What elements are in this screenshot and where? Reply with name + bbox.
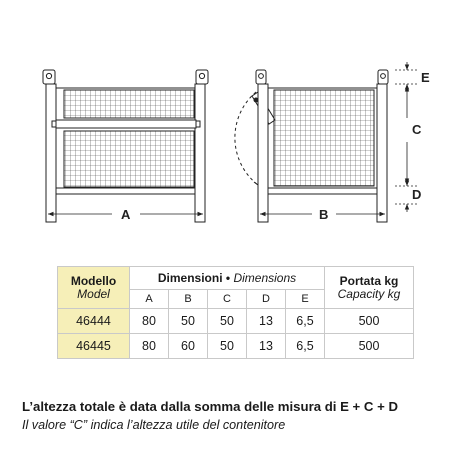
capacity-cell: 500 (325, 309, 414, 334)
gate-swing-arc (235, 92, 258, 185)
value-c: 50 (208, 309, 247, 334)
front-mesh-lower (64, 131, 194, 187)
value-a: 80 (130, 309, 169, 334)
model-header-en: Model (77, 286, 110, 301)
dimensions-bullet: • (225, 271, 231, 285)
capacity-cell: 500 (325, 334, 414, 359)
dim-label-d: D (412, 187, 422, 202)
table-row (58, 334, 414, 359)
value-d: 13 (247, 309, 286, 334)
capacity-header-en: Capacity kg (337, 286, 401, 301)
front-post-right (195, 84, 205, 222)
dim-label-a: A (121, 207, 131, 222)
model-cell: 46445 (58, 334, 130, 359)
capacity-header (325, 267, 414, 309)
value-e: 6,5 (286, 309, 325, 334)
value-b: 50 (169, 309, 208, 334)
side-post-left (258, 84, 268, 222)
usable-height-note: Il valore “C” indica l’altezza utile del contenitore (22, 418, 286, 432)
table-header-row (58, 267, 414, 290)
front-post-left (46, 84, 56, 222)
column-header-e: E (286, 290, 325, 309)
column-header-d: D (247, 290, 286, 309)
total-height-note: L’altezza totale è data dalla somma delle misura di E + C + D (22, 399, 398, 414)
column-header-b: B (169, 290, 208, 309)
model-cell: 46444 (58, 309, 130, 334)
value-a: 80 (130, 334, 169, 359)
dim-label-b: B (319, 207, 329, 222)
dimensions-header-it: Dimensioni (157, 271, 223, 285)
dimensions-header-en: Dimensions (233, 271, 297, 285)
model-header-it: Modello (70, 273, 117, 288)
front-mesh-upper (64, 90, 194, 118)
value-b: 60 (169, 334, 208, 359)
column-header-c: C (208, 290, 247, 309)
dim-label-c: C (412, 122, 422, 137)
front-rail-middle (56, 120, 196, 128)
dimensions-header (130, 267, 325, 290)
table-row (58, 309, 414, 334)
value-c: 50 (208, 334, 247, 359)
value-d: 13 (247, 334, 286, 359)
column-header-a: A (130, 290, 169, 309)
side-mesh (274, 90, 374, 186)
side-post-right (377, 84, 387, 222)
model-header (58, 267, 130, 309)
spec-table (57, 266, 414, 359)
dim-label-e: E (421, 70, 430, 85)
side-view (235, 70, 388, 222)
value-e: 6,5 (286, 334, 325, 359)
capacity-header-it: Portata kg (339, 273, 399, 288)
front-view (43, 70, 208, 222)
